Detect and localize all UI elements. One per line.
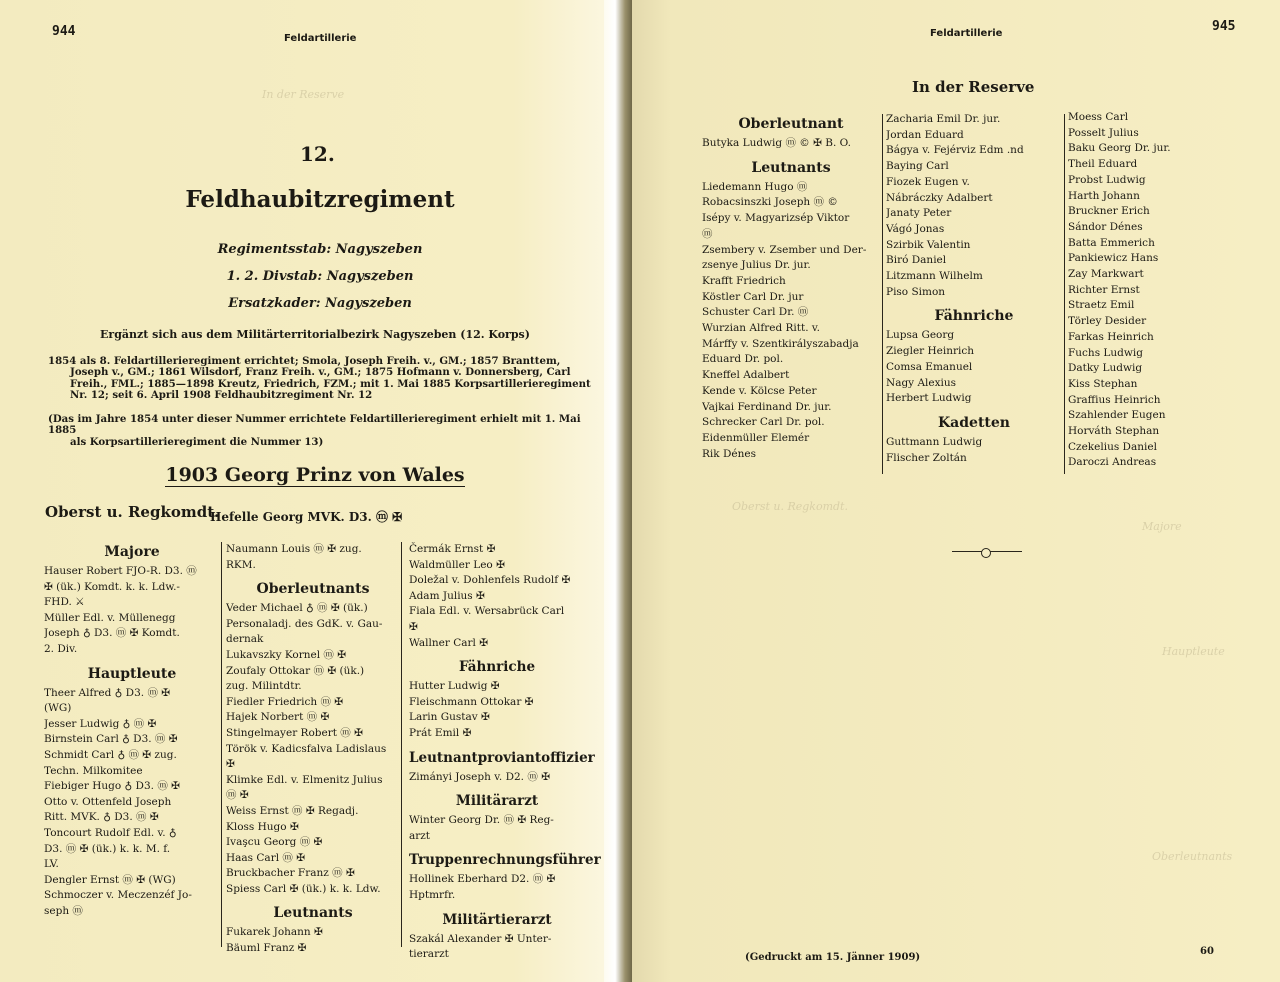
roster-entry: Naumann Louis ⓜ ✠ zug. — [226, 543, 362, 555]
roster-entry: Straetz Emil — [1068, 299, 1135, 312]
bleed-through-text: In der Reserve — [262, 88, 345, 101]
roster-entry: Datky Ludwig — [1068, 362, 1143, 375]
signature-mark: 60 — [1200, 946, 1214, 957]
book-gutter — [604, 0, 632, 982]
station-line: 1. 2. Divstab: Nagyszeben — [226, 269, 414, 284]
roster-entry: arzt — [409, 829, 431, 842]
roster-entry: Vágó Jonas — [886, 222, 945, 235]
roster-entry: Czekelius Daniel — [1068, 440, 1157, 453]
regiment-title: Feldhaubitzregiment — [185, 186, 455, 213]
roster-entry: Zsembery v. Zsember und Der- — [702, 243, 867, 256]
rank-heading: Militärarzt — [455, 793, 539, 810]
roster-entry: Ivaşcu Georg ⓜ ✠ — [226, 836, 323, 849]
history-line: Freih., FML.; 1885—1898 Kreutz, Friedrich, FZM.; mit 1. Mai 1885 Korpsartillerieregiment — [70, 377, 591, 390]
roster-entry: Baku Georg Dr. jur. — [1068, 142, 1171, 155]
roster-entry: Fleischmann Ottokar ✠ — [409, 695, 534, 708]
roster-entry: Wallner Carl ✠ — [409, 636, 488, 649]
roster-entry: tierarzt — [409, 948, 449, 961]
bleed-through-text: Oberst u. Regkomdt. — [732, 500, 848, 513]
roster-entry: Daroczi Andreas — [1068, 456, 1157, 469]
roster-entry: Rik Dénes — [702, 447, 756, 460]
roster-entry: 2. Div. — [44, 642, 78, 655]
history-block — [48, 356, 598, 402]
roster-entry: Theer Alfred ♁ D3. ⓜ ✠ — [44, 686, 171, 699]
left-column-1 — [44, 542, 220, 919]
rank-heading: Militärtierarzt — [442, 911, 552, 928]
roster-entry: Hptmrfr. — [409, 888, 456, 901]
roster-entry: Schmidt Carl ♁ ⓜ ✠ zug. — [44, 748, 177, 761]
printed-date-note: (Gedruckt am 15. Jänner 1909) — [745, 952, 921, 963]
rank-heading: Leutnantproviantoffizier — [409, 749, 595, 766]
regiment-number: 12. — [300, 142, 335, 166]
roster-entry: Theil Eduard — [1068, 158, 1138, 171]
roster-entry: Fiala Edl. v. Wersabrück Carl — [409, 605, 565, 618]
roster-entry: Kiss Stephan — [1068, 377, 1138, 390]
roster-entry: Weiss Ernst ⓜ ✠ Regadj. — [226, 804, 359, 817]
roster-entry: Lukavszky Kornel ⓜ ✠ — [226, 648, 347, 661]
roster-entry: Guttmann Ludwig — [886, 435, 983, 448]
roster-entry: Čermák Ernst ✠ — [409, 543, 496, 555]
column-rule — [401, 542, 402, 947]
history-line: 1854 als 8. Feldartillerieregiment errichtet; Smola, Joseph Freih. v., GM.; 1857 Branttem, — [48, 355, 561, 367]
right-column-1 — [702, 114, 880, 462]
bleed-through-text: Hauptleute — [1162, 645, 1225, 658]
roster-entry: Litzmann Wilhelm — [886, 270, 983, 283]
roster-entry: Klimke Edl. v. Elmenitz Julius — [226, 773, 383, 786]
roster-entry: Ritt. MVK. ♁ D3. ⓜ ✠ — [44, 811, 159, 824]
roster-entry: Jordan Eduard — [886, 128, 964, 141]
roster-entry: Jesser Ludwig ♁ ⓜ ✠ — [44, 717, 157, 730]
roster-entry: Nábráczky Adalbert — [886, 191, 993, 204]
bleed-through-text: Majore — [1142, 520, 1182, 533]
roster-entry: Posselt Julius — [1068, 126, 1139, 139]
roster-entry: Techn. Milkomitee — [44, 764, 143, 777]
roster-entry: Fiebiger Hugo ♁ D3. ⓜ ✠ — [44, 780, 180, 793]
roster-entry: ⓜ ✠ — [226, 789, 249, 802]
rank-heading: Oberleutnants — [256, 581, 370, 598]
proprietor — [0, 464, 604, 486]
roster-entry: ✠ — [409, 620, 418, 633]
rank-heading: Leutnants — [273, 905, 353, 922]
roster-entry: Baying Carl — [886, 160, 949, 173]
note-line: als Korpsartillerieregiment die Nummer 13) — [70, 435, 324, 448]
rank-heading: Fähnriche — [458, 659, 536, 676]
roster-entry: Haas Carl ⓜ ✠ — [226, 851, 306, 864]
roster-entry: Fuchs Ludwig — [1068, 346, 1143, 359]
roster-entry: Graffius Heinrich — [1068, 393, 1161, 406]
station-line: Regimentsstab: Nagyszeben — [217, 242, 423, 257]
rank-heading: Oberleutnant — [738, 116, 844, 132]
history-line: Nr. 12; seit 6. April 1908 Feldhaubitzregiment Nr. 12 — [70, 389, 373, 402]
page-number: 944 — [52, 24, 76, 39]
roster-entry: Szahlender Eugen — [1068, 409, 1166, 422]
roster-entry: Schuster Carl Dr. ⓜ — [702, 306, 809, 319]
roster-entry: Nagy Alexius — [886, 376, 957, 389]
roster-entry: Szakál Alexander ✠ Unter- — [409, 932, 552, 945]
roster-entry: Doležal v. Dohlenfels Rudolf ✠ — [409, 574, 571, 587]
roster-entry: Horváth Stephan — [1068, 425, 1160, 438]
roster-entry: zug. Milintdtr. — [226, 680, 302, 693]
roster-entry: Ziegler Heinrich — [886, 345, 975, 358]
roster-entry: Waldmüller Leo ✠ — [409, 558, 505, 571]
roster-entry: RKM. — [226, 558, 256, 571]
roster-entry: Larin Gustav ✠ — [409, 711, 490, 724]
roster-entry: Szirbik Valentin — [886, 238, 971, 251]
proprietor-name: 1903 Georg Prinz von Wales — [165, 464, 465, 486]
roster-entry: Török v. Kadicsfalva Ladislaus — [226, 742, 387, 755]
roster-entry: Hajek Norbert ⓜ ✠ — [226, 711, 330, 724]
roster-entry: Bágya v. Fejérviz Edm .nd — [886, 144, 1024, 157]
roster-entry: Krafft Friedrich — [702, 274, 786, 287]
roster-entry: Wurzian Alfred Ritt. v. — [702, 322, 820, 335]
roster-entry: Herbert Ludwig — [886, 392, 972, 405]
column-rule — [221, 542, 222, 947]
rank-heading: Hauptleute — [87, 665, 177, 682]
roster-entry: Personaladj. des GdK. v. Gau- — [226, 617, 383, 630]
roster-entry: Fiozek Eugen v. — [886, 175, 970, 188]
roster-entry: Fiedler Friedrich ⓜ ✠ — [226, 695, 344, 708]
roster-entry: (WG) — [44, 702, 72, 715]
roster-entry: Zay Markwart — [1068, 268, 1144, 281]
roster-entry: Zimányi Joseph v. D2. ⓜ ✠ — [409, 770, 550, 783]
roster-entry: Toncourt Rudolf Edl. v. ♁ — [44, 826, 177, 839]
roster-entry: Stingelmayer Robert ⓜ ✠ — [226, 726, 363, 739]
rank-heading: Kadetten — [938, 414, 1010, 431]
bleed-through-text: Oberleutnants — [1152, 850, 1233, 863]
roster-entry: Veder Michael ♁ ⓜ ✠ (ük.) — [226, 602, 368, 615]
roster-entry: Fukarek Johann ✠ — [226, 926, 323, 939]
left-column-3 — [409, 542, 601, 963]
stations-block — [0, 236, 604, 317]
station-line: Ersatzkader: Nagyszeben — [228, 296, 412, 311]
roster-entry: Köstler Carl Dr. jur — [702, 290, 804, 303]
roster-entry: Zacharia Emil Dr. jur. — [886, 113, 1001, 125]
roster-entry: Janaty Peter — [886, 207, 952, 220]
roster-entry: seph ⓜ — [44, 904, 83, 917]
roster-entry: Hutter Ludwig ✠ — [409, 680, 500, 693]
roster-entry: Vajkai Ferdinand Dr. jur. — [702, 400, 832, 413]
history-line: Joseph v., GM.; 1861 Wilsdorf, Franz Freih. v., GM.; 1875 Hofmann v. Donnersberg, Carl — [70, 366, 571, 379]
right-page — [632, 0, 1280, 982]
rank-heading: Fähnriche — [934, 308, 1014, 325]
commander-label: Oberst u. Regkomdt. — [45, 503, 220, 521]
roster-entry: Adam Julius ✠ — [409, 589, 485, 602]
roster-entry: Birnstein Carl ♁ D3. ⓜ ✠ — [44, 733, 178, 746]
roster-entry: Piso Simon — [886, 285, 946, 298]
right-column-2 — [886, 112, 1062, 466]
roster-entry: Törley Desider — [1068, 315, 1147, 328]
roster-entry: Hauser Robert FJO-R. D3. ⓜ — [44, 565, 197, 577]
roster-entry: Pankiewicz Hans — [1068, 252, 1159, 265]
roster-entry: ⓜ — [702, 227, 713, 240]
roster-entry: dernak — [226, 633, 264, 646]
roster-entry: Butyka Ludwig ⓜ © ✠ B. O. — [702, 137, 851, 149]
roster-entry: Eduard Dr. pol. — [702, 353, 784, 366]
roster-entry: Batta Emmerich — [1068, 236, 1155, 249]
roster-entry: Joseph ♁ D3. ⓜ ✠ Komdt. — [44, 627, 180, 640]
roster-entry: Müller Edl. v. Müllenegg — [44, 611, 176, 624]
roster-entry: Otto v. Ottenfeld Joseph — [44, 795, 172, 808]
roster-entry: FHD. ⚔ — [44, 596, 85, 609]
roster-entry: Biró Daniel — [886, 254, 947, 267]
roster-entry: Bruckner Erich — [1068, 205, 1150, 218]
left-column-2 — [226, 542, 400, 957]
roster-entry: Probst Ludwig — [1068, 173, 1146, 186]
roster-entry: ✠ — [226, 758, 235, 771]
roster-entry: ✠ (ük.) Komdt. k. k. Ldw.- — [44, 580, 180, 593]
roster-entry: Schmoczer v. Meczenzéf Jo- — [44, 889, 192, 902]
roster-entry: Farkas Heinrich — [1068, 330, 1154, 343]
roster-entry: D3. ⓜ ✠ (ük.) k. k. M. f. — [44, 842, 171, 855]
roster-entry: Comsa Emanuel — [886, 360, 973, 373]
roster-entry: Flischer Zoltán — [886, 451, 967, 464]
roster-entry: Spiess Carl ✠ (ük.) k. k. Ldw. — [226, 882, 381, 895]
rank-heading: Majore — [104, 544, 160, 560]
roster-entry: Bäuml Franz ✠ — [226, 942, 307, 955]
roster-entry: Prát Emil ✠ — [409, 726, 472, 739]
note-block — [48, 414, 598, 448]
commander-entry: Hefelle Georg MVK. D3. ⓜ ✠ — [210, 510, 403, 524]
page-number: 945 — [1212, 19, 1236, 34]
recruitment-line: Ergänzt sich aus dem Militärterritorialbezirk Nagyszeben (12. Korps) — [100, 328, 530, 341]
roster-entry: Kneffel Adalbert — [702, 369, 790, 382]
note-line: (Das im Jahre 1854 unter dieser Nummer errichtete Feldartillerieregiment erhielt mit 1. Mai 1885 — [48, 413, 581, 437]
column-rule — [882, 114, 883, 474]
roster-entry: Dengler Ernst ⓜ ✠ (WG) — [44, 873, 176, 886]
right-column-3 — [1068, 110, 1244, 471]
roster-entry: Lupsa Georg — [886, 329, 955, 342]
roster-entry: Bruckbacher Franz ⓜ ✠ — [226, 867, 355, 880]
rank-heading: Leutnants — [751, 159, 831, 176]
roster-entry: LV. — [44, 858, 59, 871]
ornament-rule — [952, 548, 1022, 556]
roster-entry: Kloss Hugo ✠ — [226, 820, 299, 833]
running-head: Feldartillerie — [284, 33, 357, 44]
roster-entry: Schrecker Carl Dr. pol. — [702, 416, 825, 429]
roster-entry: Moess Carl — [1068, 111, 1129, 123]
column-rule — [1064, 114, 1065, 474]
roster-entry: Robacsinszki Joseph ⓜ © — [702, 196, 838, 209]
running-head: Feldartillerie — [930, 28, 1003, 39]
roster-entry: Márffy v. Szentkirályszabadja — [702, 337, 859, 350]
rank-heading: Truppenrechnungsführer — [409, 852, 601, 869]
roster-entry: Liedemann Hugo ⓜ — [702, 180, 808, 193]
roster-entry: Isépy v. Magyarizsép Viktor — [702, 212, 850, 225]
roster-entry: Zoufaly Ottokar ⓜ ✠ (ük.) — [226, 664, 365, 677]
roster-entry: Winter Georg Dr. ⓜ ✠ Reg- — [409, 814, 554, 827]
left-page — [0, 0, 604, 982]
roster-entry: zsenye Julius Dr. jur. — [702, 259, 811, 272]
roster-entry: Eidenmüller Elemér — [702, 431, 810, 444]
roster-entry: Harth Johann — [1068, 189, 1140, 202]
roster-entry: Kende v. Kölcse Peter — [702, 384, 817, 397]
roster-entry: Richter Ernst — [1068, 283, 1140, 296]
roster-entry: Hollinek Eberhard D2. ⓜ ✠ — [409, 873, 556, 886]
section-title: In der Reserve — [912, 78, 1035, 96]
roster-entry: Sándor Dénes — [1068, 220, 1143, 233]
